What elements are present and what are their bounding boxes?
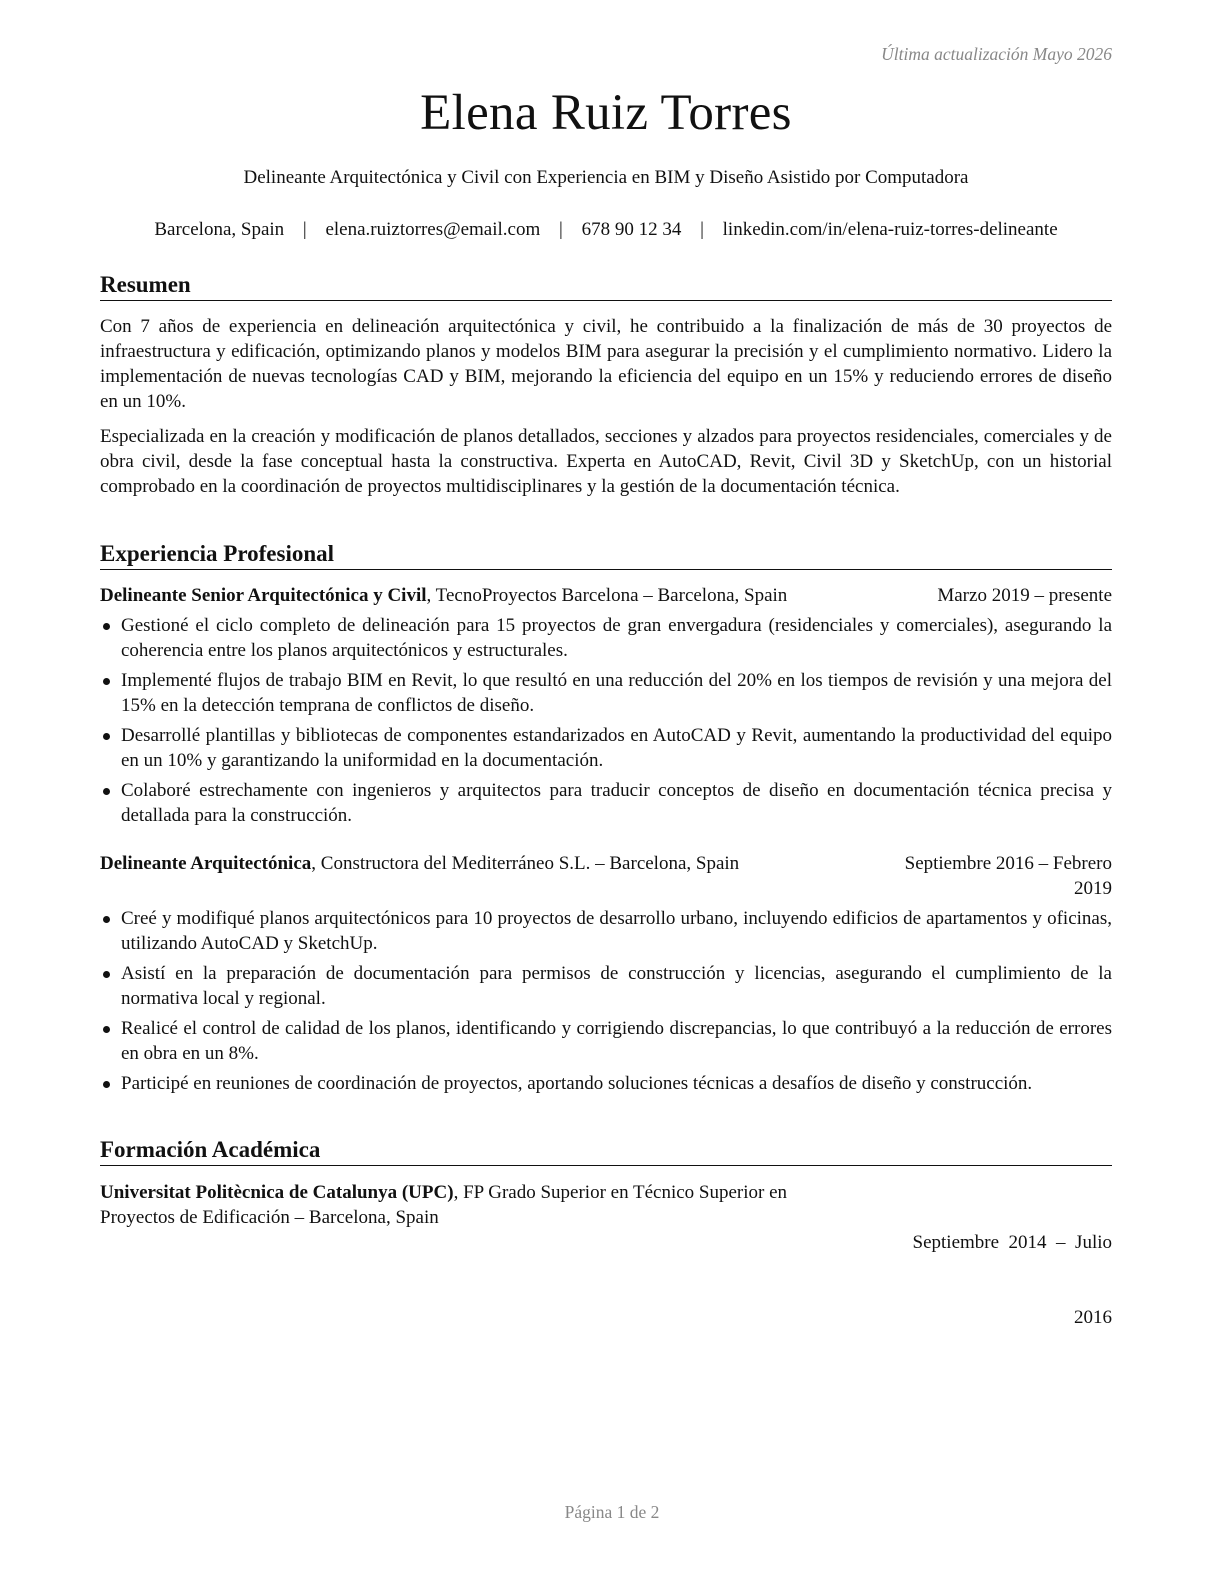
education-degree-line2: Proyectos de Edificación – Barcelona, Spain [100,1207,439,1228]
job-company-2: , Constructora del Mediterráneo S.L. – Barcelona, Spain [311,853,740,874]
contact-email[interactable]: elena.ruiztorres@email.com [325,219,541,240]
contact-linkedin[interactable]: linkedin.com/in/elena-ruiz-torres-delineante [722,219,1058,240]
contact-separator: | [559,219,563,240]
job-role-2: Delineante Arquitectónica [100,853,312,874]
last-updated: Última actualización Mayo 2026 [881,44,1112,64]
contact-separator: | [302,219,307,240]
job-company-1: , TecnoProyectos Barcelona – Barcelona, Spain [426,585,788,606]
section-title-summary: Resumen [100,271,1112,301]
section-title-education: Formación Académica [100,1136,1112,1166]
section-title-experience: Experiencia Profesional [100,540,1112,570]
contact-separator: | [700,219,704,240]
list-item: Realicé el control de calidad de los planos, identificando y corrigiendo discrepancias, lo que contribuyó a la reducción de errores en obra en un 8%. [100,1016,1112,1066]
list-item: Implementé flujos de trabajo BIM en Revit, lo que resultó en una reducción del 20% en los tiempos de revisión y una mejora del 15% en la detección temprana de conflictos de diseño. [100,668,1112,718]
job-dates-2-line2: 2019 [1074,878,1112,899]
contact-location: Barcelona, Spain [154,219,285,240]
page-number: Página 1 de 2 [564,1502,660,1522]
education-item [100,1180,1112,1380]
job-dates-1: Marzo 2019 – presente [937,585,1112,606]
summary-paragraph-1: Con 7 años de experiencia en delineación arquitectónica y civil, he contribuido a la finalización de más de 30 proyectos de infraestructura y edificación, optimizando planos y modelos BIM para asegurar la precisión y el cumplimiento normativo. Lidero la implementación de nuevas tecnologías CAD y BIM, mejorando la eficiencia del equipo en un 15% y reduciendo errores de diseño en un 10%. [100,316,1112,412]
job-role-1: Delineante Senior Arquitectónica y Civil [100,585,427,606]
list-item: Gestioné el ciclo completo de delineación para 15 proyectos de gran envergadura (residenciales y comerciales), asegurando la coherencia entre los planos arquitectónicos y estructurales. [100,613,1112,663]
candidate-name: Elena Ruiz Torres [420,85,792,141]
education-dates-line1: Septiembre 2014 – Julio [912,1232,1112,1253]
job-dates-2 [905,851,1112,901]
education-dates [913,1180,1112,1380]
list-item: Participé en reuniones de coordinación de proyectos, aportando soluciones técnicas a desafíos de diseño y construcción. [100,1071,1112,1096]
education-institution: Universitat Politècnica de Catalunya (UPC) [100,1182,454,1203]
contact-phone: 678 90 12 34 [581,219,682,240]
list-item: Colaboré estrechamente con ingenieros y arquitectos para traducir conceptos de diseño en documentación técnica precisa y detallada para la construcción. [100,778,1112,828]
job-header-1 [100,583,1112,608]
job-bullets-1 [100,613,1112,833]
job-dates-2-line1: Septiembre 2016 – Febrero [904,853,1112,874]
education-dates-line2: 2016 [1074,1307,1112,1328]
list-item: Desarrollé plantillas y bibliotecas de componentes estandarizados en AutoCAD y Revit, aumentando la productividad del equipo en un 10% y garantizando la uniformidad en la documentación. [100,723,1112,773]
education-degree-line1: , FP Grado Superior en Técnico Superior en [453,1182,788,1203]
job-header-2 [100,851,1112,901]
headline: Delineante Arquitectónica y Civil con Experiencia en BIM y Diseño Asistido por Computadora [243,167,969,188]
summary-paragraph-2: Especializada en la creación y modificación de planos detallados, secciones y alzados para proyectos residenciales, comerciales y de obra civil, desde la fase conceptual hasta la constructiva. Experta en AutoCAD, Revit, Civil 3D y SketchUp, con un historial comprobado en la coordinación de proyectos multidisciplinares y la gestión de la documentación técnica. [100,426,1112,497]
contact-line [100,219,1112,241]
job-bullets-2 [100,906,1112,1101]
list-item: Asistí en la preparación de documentación para permisos de construcción y licencias, asegurando el cumplimiento de la normativa local y regional. [100,961,1112,1011]
list-item: Creé y modifiqué planos arquitectónicos para 10 proyectos de desarrollo urbano, incluyendo edificios de apartamentos y oficinas, utilizando AutoCAD y SketchUp. [100,906,1112,956]
